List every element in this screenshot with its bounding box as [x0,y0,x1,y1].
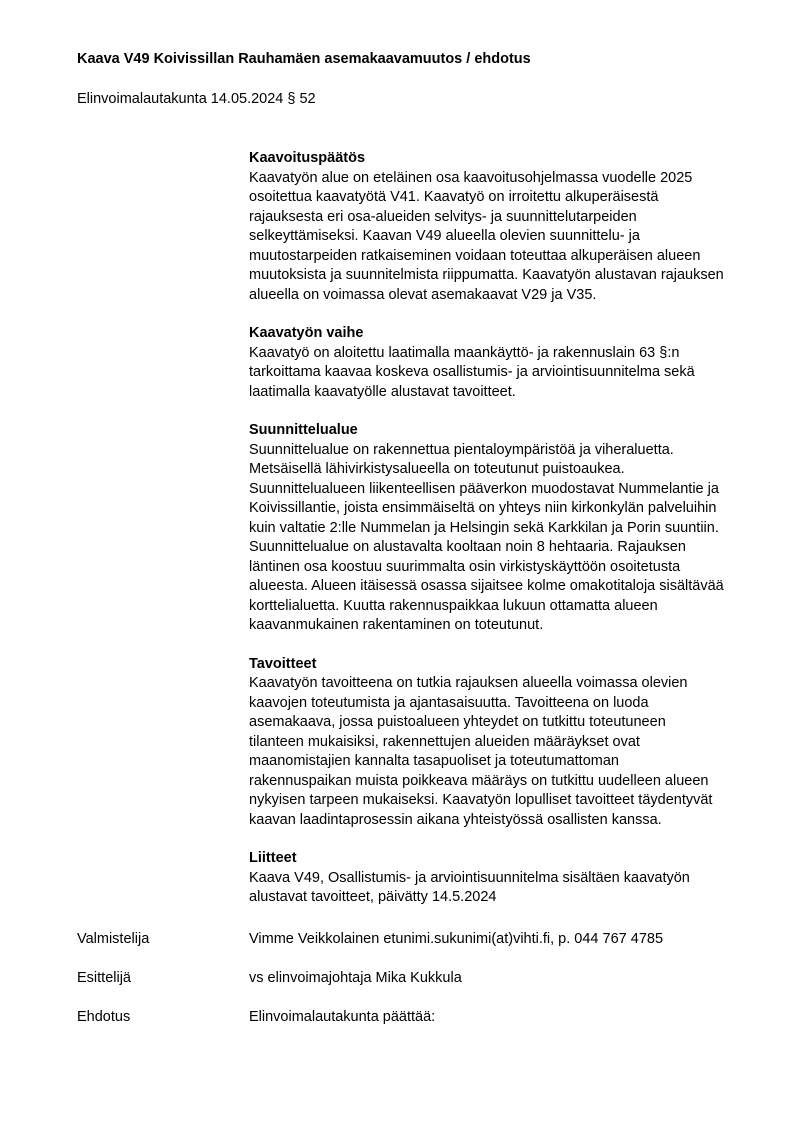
row-label: Ehdotus [77,1009,131,1025]
section-kaavatyon-vaihe [249,324,749,402]
section-body: Kaavatyön tavoitteena on tutkia rajauksen alueella voimassa olevien kaavojen toteutumista ja ajantasaisuutta. Tavoitteena on luoda asemakaava, jossa puistoalueen yhteydet on tutkittu toteutuneen tilanteen mukaisiksi, rakennettujen alueiden määräykset ovat maanomistajien kannalta tasapuoliset ja toteutumattoman rakennuspaikan muista poikkeava määräys on tutkittu uudelleen alueen nykyisen tarpeen mukaiseksi. Kaavatyön lopulliset tavoitteet täydentyvät kaavan laadintaprosessin aikana yhteistyössä osallisten kanssa. [249,675,713,828]
section-heading: Kaavoituspäätös [249,150,366,166]
section-kaavoituspaatos [249,149,749,305]
section-tavoitteet [249,655,749,831]
section-liitteet [249,849,749,908]
section-heading: Tavoitteet [249,655,317,672]
row-value: vs elinvoimajohtaja Mika Kukkula [249,970,462,986]
row-value: Elinvoimalautakunta päättää: [249,1009,436,1025]
section-body: Kaavatyön alue on eteläinen osa kaavoitusohjelmassa vuodelle 2025 osoitettua kaavatyötä V41. Kaavatyö on irroitettu alkuperäisestä rajauksesta eri osa-alueiden selvitys- ja suunnittelutarpeiden selkeyttämiseksi. Kaavan V49 alueella olevien suunnittelu- ja muutostarpeiden ratkaiseminen voidaan toteuttaa alkuperäisen alueen muutoksista ja suunnitelmista riippumatta. Kaavatyön alustavan rajauksen alueella on voimassa olevat asemakaavat V29 ja V35. [249,169,724,303]
document-title: Kaava V49 Koivissillan Rauhamäen asemakaavamuutos / ehdotus [77,51,531,67]
section-heading: Kaavatyön vaihe [249,325,364,341]
section-heading: Liitteet [249,850,297,866]
section-heading: Suunnittelualue [249,422,358,438]
row-label: Esittelijä [77,970,131,986]
section-body: Kaava V49, Osallistumis- ja arviointisuunnitelma sisältäen kaavatyön alustavat tavoitteet, päivätty 14.5.2024 [249,869,690,905]
row-label: Valmistelija [77,931,150,947]
content-column [249,149,749,927]
meeting-reference: Elinvoimalautakunta 14.05.2024 § 52 [77,91,316,107]
section-suunnittelualue [249,421,749,636]
row-value: Vimme Veikkolainen etunimi.sukunimi(at)vihti.fi, p. 044 767 4785 [249,931,664,947]
section-body: Kaavatyö on aloitettu laatimalla maankäyttö- ja rakennuslain 63 §:n tarkoittama kaavaa koskeva osallistumis- ja arviointisuunnitelma sekä laatimalla kaavatyölle alustavat tavoitteet. [249,344,695,400]
section-body: Suunnittelualue on rakennettua pientaloympäristöä ja viheraluetta. Metsäisellä lähivirkistysalueella on toteutunut puistoaukea. Suunnittelualueen liikenteellisen pääverkon muodostavat Nummelantie ja Koivissillantie, joista ensimmäiseltä on yhteys niin kirkonkylän palveluihin kuin valtatie 2:lle Nummelan ja Helsingin sekä Karkkilan ja Porin suuntiin. Suunnittelualue on alustavalta kooltaan noin 8 hehtaaria. Rajauksen läntinen osa koostuu suurimmalta osin virkistyskäyttöön osoitetusta alueesta. Alueen itäisessä osassa sijaitsee kolme omakotitaloja sisältävää korttelialuetta. Kuutta rakennuspaikkaa lukuun ottamatta alueen kaavanmukainen rakentaminen on toteutunut. [249,441,724,633]
